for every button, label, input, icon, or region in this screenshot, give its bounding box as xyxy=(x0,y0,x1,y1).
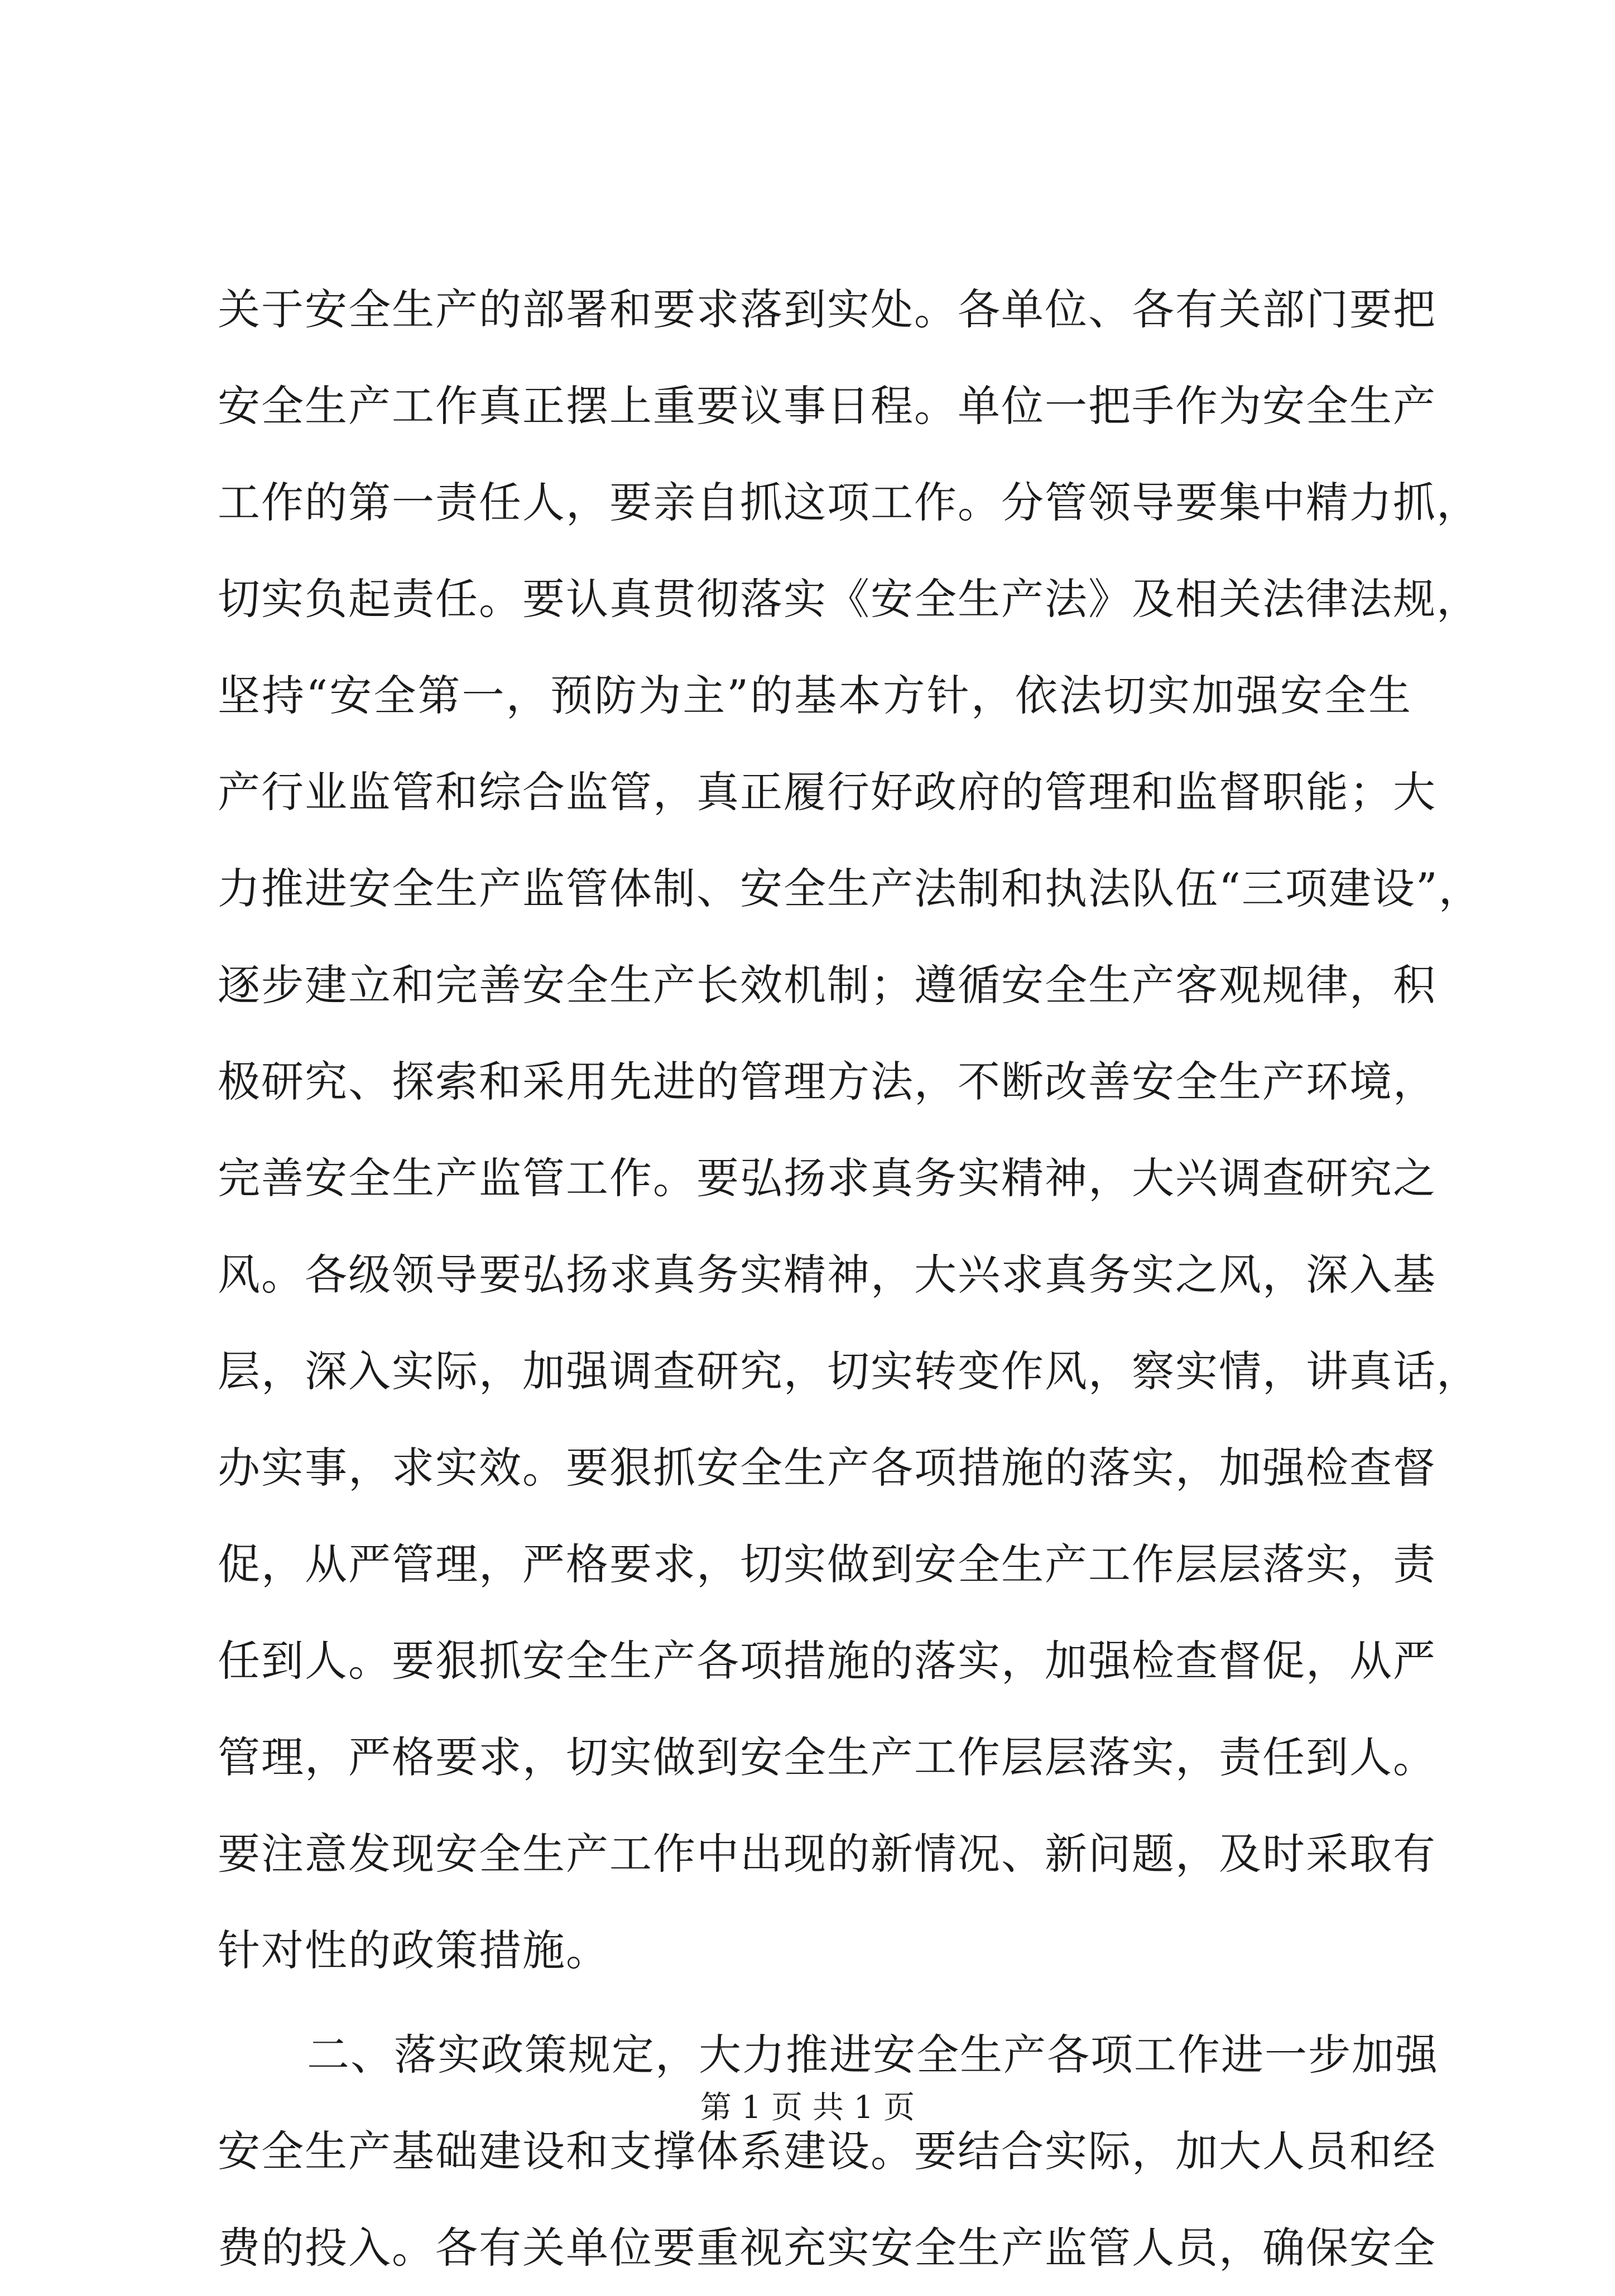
paragraph-line: 关于安全生产的部署和要求落到实处。各单位、各有关部门要把 xyxy=(218,285,1436,334)
paragraph-line: 坚持“安全第一，预防为主”的基本方针，依法切实加强安全生 xyxy=(218,671,1412,720)
paragraph-line: 促，从严管理，严格要求，切实做到安全生产工作层层落实，责 xyxy=(218,1539,1436,1589)
paragraph-line: 逐步建立和完善安全生产长效机制；遵循安全生产客观规律，积 xyxy=(218,960,1436,1010)
paragraph-line: 安全生产基础建设和支撑体系建设。要结合实际，加大人员和经 xyxy=(218,2126,1436,2176)
paragraph-line: 工作的第一责任人，要亲自抓这项工作。分管领导要集中精力抓， xyxy=(218,478,1480,527)
paragraph-line: 任到人。要狠抓安全生产各项措施的落实，加强检查督促，从严 xyxy=(218,1636,1436,1686)
paragraph-line: 层，深入实际，加强调查研究，切实转变作风，察实情，讲真话， xyxy=(218,1346,1480,1396)
paragraph-line: 要注意发现安全生产工作中出现的新情况、新问题，及时采取有 xyxy=(218,1829,1436,1879)
paragraph-line: 办实事，求实效。要狠抓安全生产各项措施的落实，加强检查督 xyxy=(218,1443,1436,1493)
paragraph-line: 安全生产工作真正摆上重要议事日程。单位一把手作为安全生产 xyxy=(218,381,1436,431)
paragraph-line: 切实负起责任。要认真贯彻落实《安全生产法》及相关法律法规， xyxy=(218,574,1480,624)
paragraph-line: 二、落实政策规定，大力推进安全生产各项工作进一步加强 xyxy=(307,2030,1439,2080)
paragraph-line: 管理，严格要求，切实做到安全生产工作层层落实，责任到人。 xyxy=(218,1732,1436,1782)
paragraph-line: 针对性的政策措施。 xyxy=(218,1926,609,1975)
document-body xyxy=(218,261,1482,2296)
paragraph-gap xyxy=(218,1999,1412,2006)
paragraph-line: 风。各级领导要弘扬求真务实精神，大兴求真务实之风，深入基 xyxy=(218,1250,1436,1299)
paragraph-line: 极研究、探索和采用先进的管理方法，不断改善安全生产环境， xyxy=(218,1057,1436,1106)
paragraph-line: 力推进安全生产监管体制、安全生产法制和执法队伍“三项建设”， xyxy=(218,864,1482,913)
page-number-footer: 第 1 页 共 1 页 xyxy=(700,2090,915,2126)
paragraph-1 xyxy=(218,261,1482,1999)
paragraph-line: 产行业监管和综合监管，真正履行好政府的管理和监督职能；大 xyxy=(218,767,1436,817)
paragraph-line: 完善安全生产监管工作。要弘扬求真务实精神，大兴调查研究之 xyxy=(218,1153,1436,1203)
paragraph-2 xyxy=(218,2006,1439,2296)
paragraph-line: 费的投入。各有关单位要重视充实安全生产监管人员，确保安全 xyxy=(218,2223,1436,2273)
